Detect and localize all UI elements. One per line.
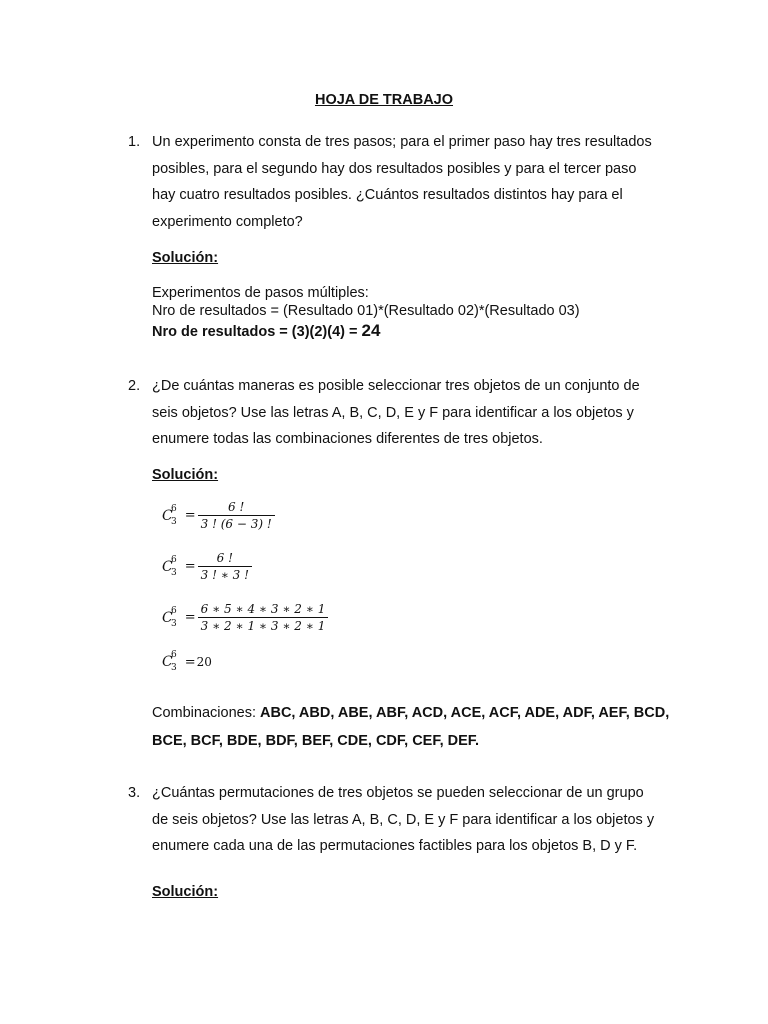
combinations-label: Combinaciones:: [152, 705, 260, 721]
result-value: 24: [361, 321, 381, 340]
solution-result-line: [152, 321, 380, 341]
combination-symbol: C 6 3: [162, 554, 177, 578]
solution-label: Solución:: [152, 250, 219, 266]
formula-1: C 6 3 = $\frac{6 !}{3 ! (6 - 3) !}$: [162, 500, 275, 531]
solution-line: Nro de resultados = (Resultado 01)*(Resultado 02)*(Resultado 03): [152, 303, 580, 319]
page-title: HOJA DE TRABAJO: [314, 92, 454, 108]
formula-2: C 6 3 = $\frac{6 !}{3 ! ∗ 3 !}$: [162, 551, 252, 582]
combinations-values: ABC, ABD, ABE, ABF, ACD, ACE, ACF, ADE, ADF, AEF, BCD, BCE, BCF, BDE, BDF, BEF, CDE, CDF, CEF, DEF.: [152, 705, 670, 749]
question-number: 3.: [128, 785, 141, 801]
combination-symbol: C 6 3: [162, 503, 177, 527]
formula-value: 20: [196, 655, 212, 669]
question-number: 1.: [128, 134, 141, 150]
fraction: $\frac{6 !}{3 ! ∗ 3 !}$: [198, 551, 252, 582]
question-text: Un experimento consta de tres pasos; para el primer paso hay tres resultados posibles, para el segundo hay dos resultados posibles y para el tercer paso hay cuatro resultados posibles. ¿Cuántos resultados distintos hay para el experimento completo?: [152, 134, 652, 230]
question-text: ¿Cuántas permutaciones de tres objetos se pueden seleccionar de un grupo de seis objetos? Use las letras A, B, C, D, E y F para identificar a los objetos y enumere cada una de las permutaciones factibles para los objetos B, D y F.: [152, 785, 655, 854]
solution-label: Solución:: [152, 467, 219, 483]
solution-label: Solución:: [152, 884, 219, 900]
solution-line: Experimentos de pasos múltiples:: [152, 285, 369, 301]
combinations-list: [152, 699, 672, 755]
combination-symbol: C 6 3: [162, 650, 177, 673]
fraction: $\frac{6 ∗ 5 ∗ 4 ∗ 3 ∗ 2 ∗ 1}{3 ∗ 2 ∗ 1 ∗ 3 ∗ 2 ∗ 1}$: [198, 602, 329, 633]
question-number: 2.: [128, 378, 141, 394]
formula-4: C 6 3 = 20: [162, 650, 212, 673]
formula-3: C 6 3 = $\frac{6 ∗ 5 ∗ 4 ∗ 3 ∗ 2 ∗ 1}{3 ∗ 2 ∗ 1 ∗ 3 ∗ 2 ∗ 1}$: [162, 602, 328, 633]
result-prefix: Nro de resultados = (3)(2)(4) =: [152, 324, 362, 340]
combination-symbol: C 6 3: [162, 605, 177, 629]
question-text: ¿De cuántas maneras es posible seleccionar tres objetos de un conjunto de seis objetos? Use las letras A, B, C, D, E y F para identificar a los objetos y enumere todas las combinaciones diferentes de tres objetos.: [152, 378, 640, 447]
fraction: $\frac{6 !}{3 ! (6 - 3) !}$: [198, 500, 275, 531]
